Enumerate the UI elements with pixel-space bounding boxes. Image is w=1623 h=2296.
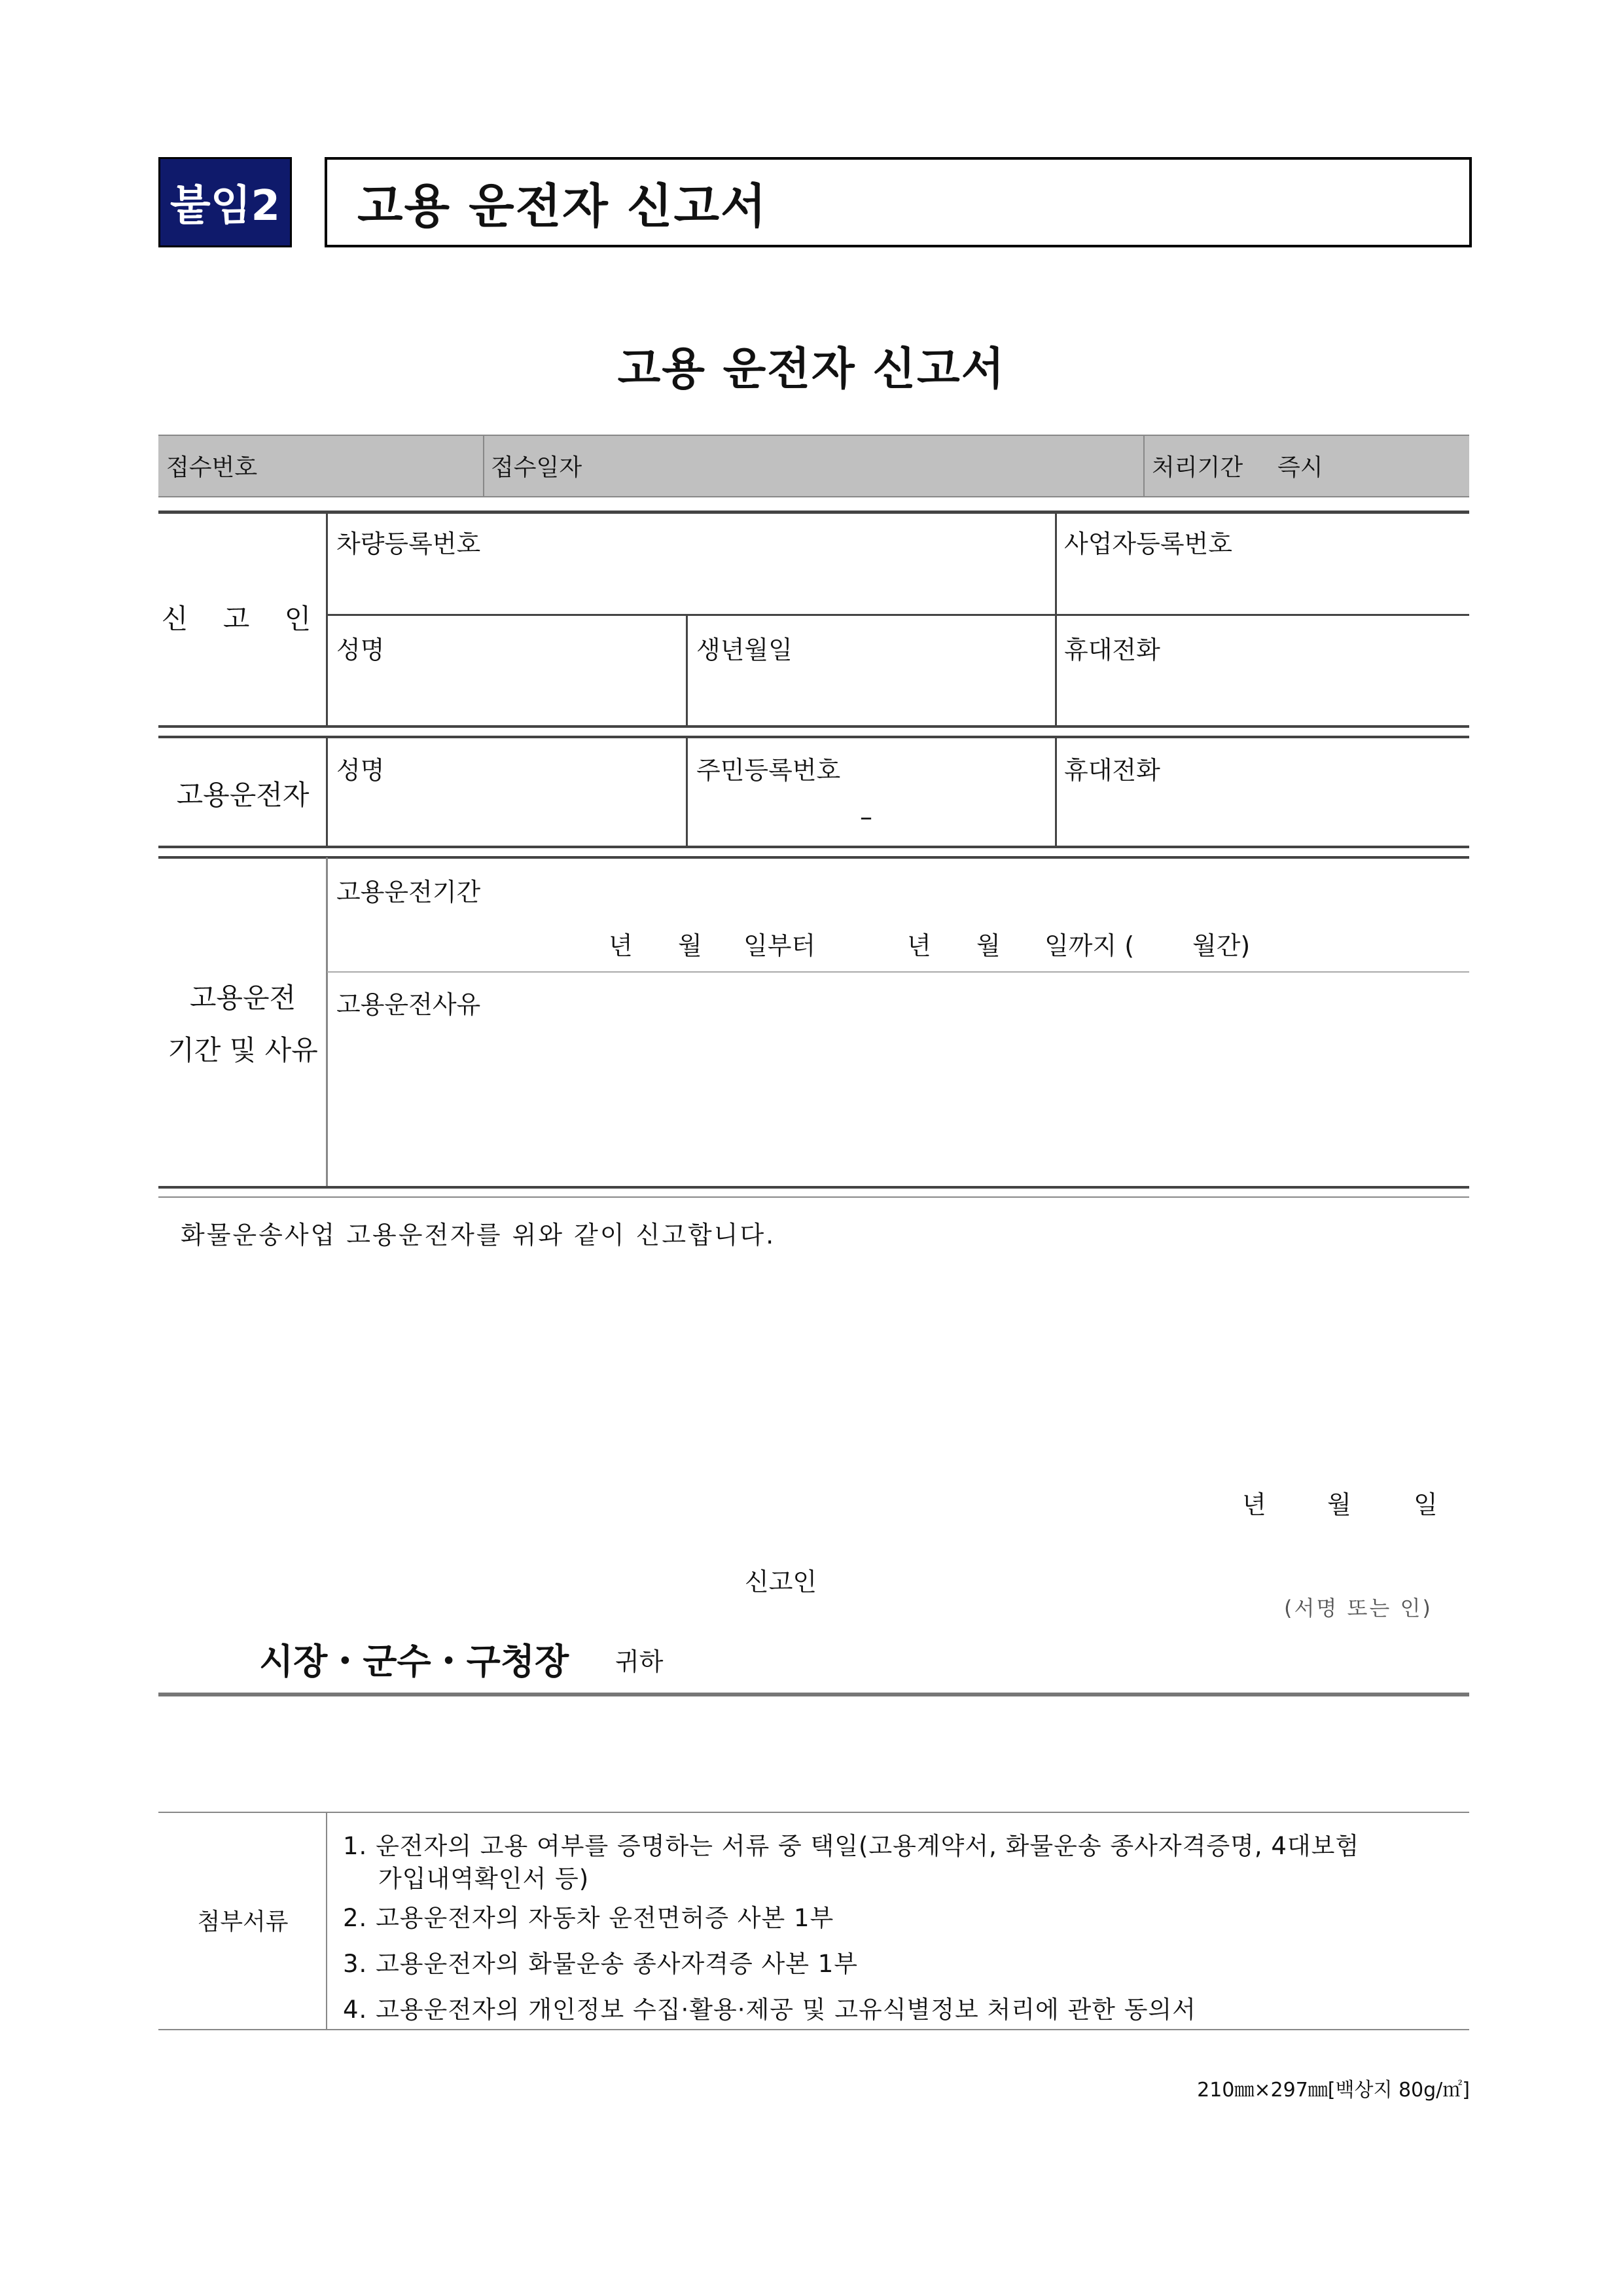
employment-period-label: 고용운전기간 — [336, 878, 481, 906]
period-day-until: 일까지 ( — [1044, 931, 1135, 960]
receipt-divider — [1143, 436, 1145, 496]
business-registration-label: 사업자등록번호 — [1064, 529, 1232, 558]
driver-phone-label: 휴대전화 — [1064, 756, 1160, 785]
receipt-bar — [158, 435, 1469, 497]
receipt-date-label: 접수일자 — [491, 454, 582, 481]
section-border — [158, 846, 1469, 848]
column-divider — [1055, 737, 1057, 848]
addressee-underline — [158, 1693, 1469, 1696]
attachment-item: 가입내역확인서 등) — [378, 1865, 590, 1893]
signer-label: 신고인 — [745, 1568, 817, 1596]
resident-id-dash: – — [860, 802, 872, 831]
paper-spec: 210㎜×297㎜[백상지 80g/㎡] — [1197, 2079, 1470, 2102]
attachment-item: 3. 고용운전자의 화물운송 종사자격증 사본 1부 — [343, 1950, 859, 1978]
date-year-label: 년 — [1242, 1490, 1266, 1519]
column-divider — [686, 737, 688, 848]
period-year-from: 년 — [609, 931, 633, 960]
employment-section-label-line2: 기간 및 사유 — [168, 1034, 318, 1066]
column-divider — [326, 857, 328, 1189]
attachment-badge — [158, 157, 292, 247]
driver-name-label: 성명 — [336, 756, 385, 785]
attachments-bottom-border — [158, 2029, 1469, 2030]
period-month-until: 월 — [976, 931, 1001, 960]
receipt-number-label: 접수번호 — [166, 454, 258, 481]
reporter-phone-label: 휴대전화 — [1064, 636, 1160, 664]
section-border — [158, 1186, 1469, 1189]
header-title: 고용 운전자 신고서 — [357, 179, 768, 234]
vehicle-registration-label: 차량등록번호 — [336, 529, 481, 558]
reporter-birthdate-label: 생년월일 — [696, 636, 793, 664]
badge-label: 붙임2 — [169, 182, 281, 230]
period-month-from: 월 — [678, 931, 702, 960]
attachments-top-border — [158, 1812, 1469, 1813]
processing-period-value: 즉시 — [1277, 454, 1323, 481]
section-border — [158, 856, 1469, 859]
employment-section-label-line1: 고용운전 — [189, 982, 296, 1014]
period-year-until: 년 — [907, 931, 931, 960]
section-border — [158, 725, 1469, 728]
declaration-text: 화물운송사업 고용운전자를 위와 같이 신고합니다. — [181, 1221, 776, 1249]
attachment-item: 2. 고용운전자의 자동차 운전면허증 사본 1부 — [343, 1904, 834, 1932]
receipt-divider — [483, 436, 484, 496]
employment-reason-label: 고용운전사유 — [336, 990, 481, 1019]
employed-driver-section-label: 고용운전자 — [176, 779, 310, 811]
column-divider — [1055, 512, 1057, 728]
period-day-from: 일부터 — [743, 931, 816, 960]
processing-period-label: 처리기간 — [1152, 454, 1243, 481]
reporter-section-label: 신 고 인 — [161, 603, 325, 635]
attachment-item: 1. 운전자의 고용 여부를 증명하는 서류 중 택일(고용계약서, 화물운송 종사자격증명, 4대보험 — [343, 1832, 1360, 1860]
addressee-name: 시장・군수・구청장 — [259, 1641, 569, 1682]
date-month-label: 월 — [1327, 1490, 1351, 1519]
form-title: 고용 운전자 신고서 — [617, 344, 1006, 395]
row-divider — [326, 614, 1469, 616]
row-divider — [327, 971, 1469, 973]
attachment-item: 4. 고용운전자의 개인정보 수집·활용·제공 및 고유식별정보 처리에 관한 동의서 — [343, 1996, 1196, 2024]
column-divider — [686, 615, 688, 728]
section-border — [158, 1196, 1469, 1198]
date-day-label: 일 — [1414, 1490, 1438, 1519]
period-months: 월간) — [1192, 931, 1251, 960]
section-border — [158, 511, 1469, 514]
addressee-suffix: 귀하 — [615, 1647, 664, 1676]
reporter-name-label: 성명 — [336, 636, 385, 664]
section-border — [158, 736, 1469, 738]
header-title-box — [325, 157, 1472, 247]
signature-note: (서명 또는 인) — [1284, 1596, 1433, 1621]
resident-id-label: 주민등록번호 — [696, 756, 841, 785]
attachments-label: 첨부서류 — [197, 1909, 289, 1935]
